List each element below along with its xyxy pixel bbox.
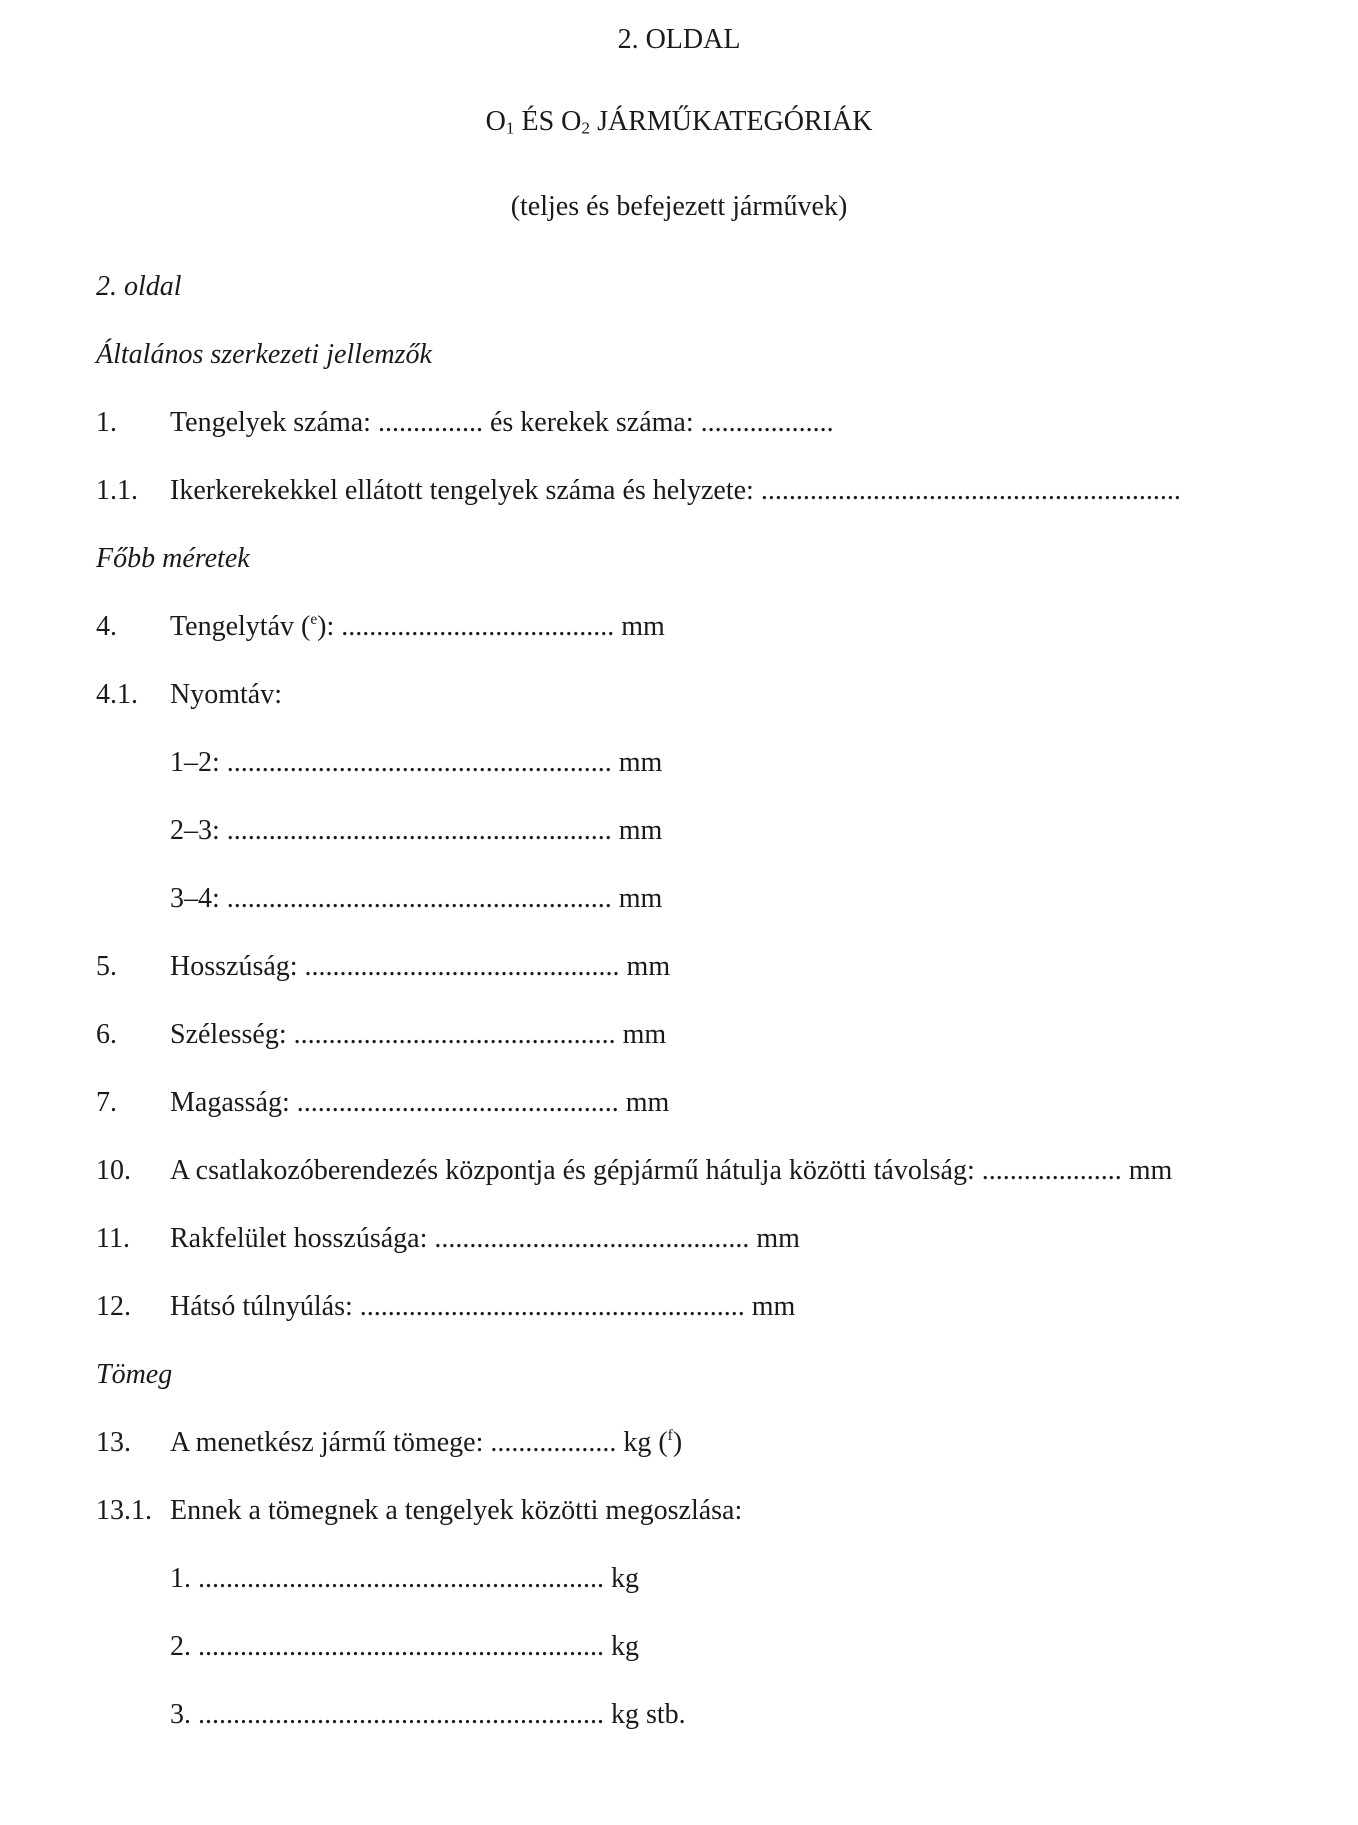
wheelbase-value: ): ....................................... mm bbox=[317, 611, 665, 642]
item-text-track: Nyomtáv: bbox=[170, 679, 282, 710]
title-sub2: 2 bbox=[581, 118, 591, 138]
running-mass-close: ) bbox=[672, 1427, 683, 1458]
title-part1: O bbox=[485, 106, 506, 137]
item-number: 4. bbox=[96, 611, 117, 642]
wheelbase-label: Tengelytáv ( bbox=[170, 611, 311, 642]
item-number: 11. bbox=[96, 1223, 130, 1254]
running-mass-label: A menetkész jármű tömege: .................. kg ( bbox=[170, 1427, 668, 1458]
item-text-running-mass bbox=[170, 1429, 682, 1457]
section-page: 2. oldal bbox=[96, 271, 182, 302]
document-subtitle: (teljes és befejezett járművek) bbox=[510, 191, 848, 222]
item-text-width: Szélesség: .............................................. mm bbox=[170, 1019, 667, 1050]
item-text-loading-length: Rakfelület hosszúsága: ............................................. mm bbox=[170, 1223, 800, 1254]
item-number: 1. bbox=[96, 407, 117, 438]
item-number: 10. bbox=[96, 1155, 131, 1186]
item-number: 13.1. bbox=[96, 1495, 152, 1526]
axle-mass-2: 2. .......................................................... kg bbox=[170, 1631, 639, 1662]
section-dimensions: Főbb méretek bbox=[96, 543, 250, 574]
item-text-mass-distribution: Ennek a tömegnek a tengelyek közötti megoszlása: bbox=[170, 1495, 743, 1526]
item-text-length: Hosszúság: ............................................. mm bbox=[170, 951, 671, 982]
track-2-3: 2–3: ....................................................... mm bbox=[170, 815, 663, 846]
title-sub1: 1 bbox=[505, 118, 515, 138]
item-number: 4.1. bbox=[96, 679, 138, 710]
item-number: 13. bbox=[96, 1427, 131, 1458]
track-3-4: 3–4: ....................................................... mm bbox=[170, 883, 663, 914]
axle-mass-3: 3. .......................................................... kg stb. bbox=[170, 1699, 686, 1730]
item-number: 12. bbox=[96, 1291, 131, 1322]
title-part3: JÁRMŰKATEGÓRIÁK bbox=[590, 106, 873, 137]
track-1-2: 1–2: ....................................................... mm bbox=[170, 747, 663, 778]
axle-mass-1: 1. .......................................................... kg bbox=[170, 1563, 639, 1594]
item-text-height: Magasság: .............................................. mm bbox=[170, 1087, 670, 1118]
page-label: 2. OLDAL bbox=[617, 24, 741, 55]
item-text-coupling-distance: A csatlakozóberendezés központja és gépjármű hátulja közötti távolság: .................... mm bbox=[170, 1155, 1173, 1186]
item-number: 6. bbox=[96, 1019, 117, 1050]
item-text-axles: Tengelyek száma: ............... és kerekek száma: ................... bbox=[170, 407, 834, 438]
item-text-rear-overhang: Hátsó túlnyúlás: ....................................................... mm bbox=[170, 1291, 796, 1322]
footnote-f: f bbox=[667, 1427, 673, 1445]
section-general: Általános szerkezeti jellemzők bbox=[96, 339, 432, 370]
item-number: 5. bbox=[96, 951, 117, 982]
section-mass: Tömeg bbox=[96, 1359, 173, 1390]
title-part2: ÉS O bbox=[514, 106, 582, 137]
item-text-twin-wheels: Ikerkerekekkel ellátott tengelyek száma és helyzete: ............................................................ bbox=[170, 475, 1181, 506]
document-title bbox=[0, 108, 1358, 136]
item-text-wheelbase bbox=[170, 613, 665, 641]
item-number: 1.1. bbox=[96, 475, 138, 506]
footnote-e: e bbox=[310, 611, 318, 629]
item-number: 7. bbox=[96, 1087, 117, 1118]
